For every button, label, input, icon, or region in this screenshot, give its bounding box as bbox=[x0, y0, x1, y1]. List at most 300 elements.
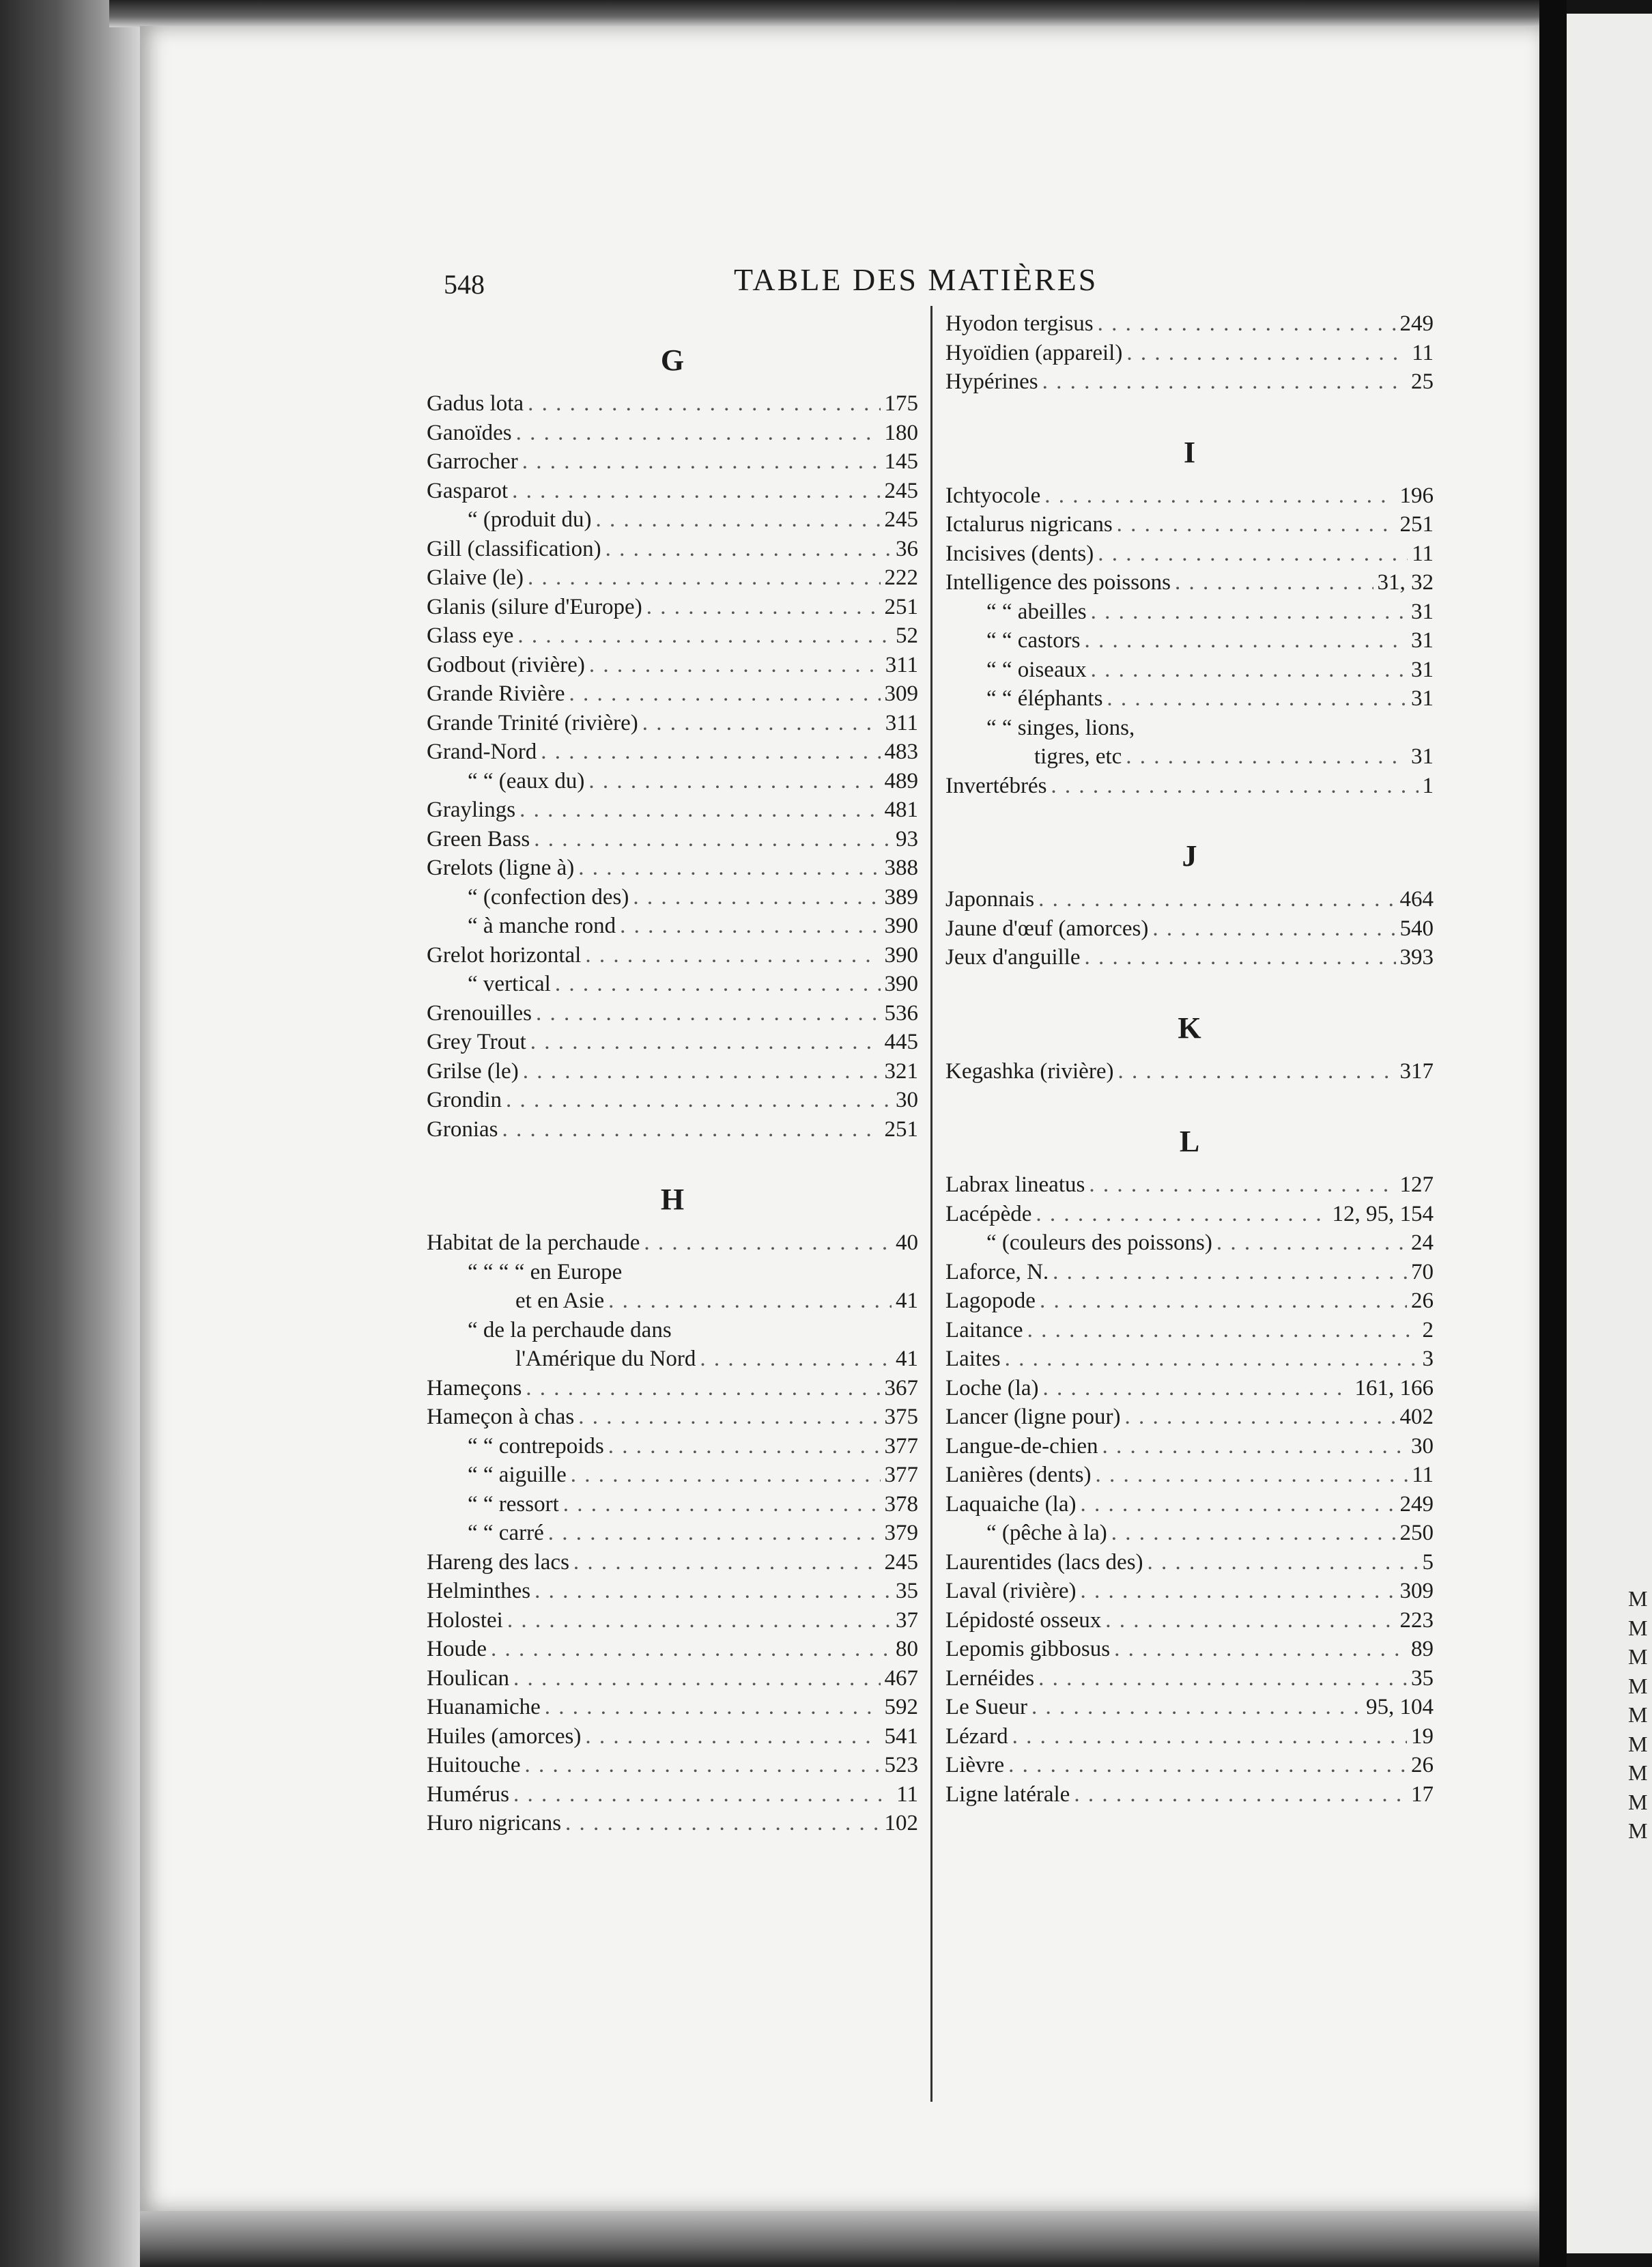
dot-leader bbox=[502, 1115, 880, 1144]
index-term: Gill (classification) bbox=[427, 536, 601, 561]
dot-leader bbox=[578, 1403, 880, 1432]
adjacent-page-letter: M bbox=[1628, 1702, 1648, 1727]
index-entry-list bbox=[945, 481, 1434, 801]
section-spacer bbox=[945, 972, 1434, 1000]
page-reference: 31 bbox=[1411, 686, 1434, 711]
dot-leader bbox=[541, 737, 880, 767]
index-term: Grondin bbox=[427, 1088, 502, 1112]
dot-leader bbox=[1111, 1519, 1396, 1548]
dot-leader bbox=[588, 767, 880, 796]
dot-leader bbox=[1012, 1722, 1407, 1751]
page-reference: 11 bbox=[896, 1782, 918, 1807]
index-term: Le Sueur bbox=[945, 1695, 1028, 1719]
index-entry-list bbox=[945, 1057, 1434, 1086]
dot-leader bbox=[1051, 772, 1418, 801]
page-reference: 70 bbox=[1411, 1259, 1434, 1284]
dot-leader bbox=[1084, 943, 1395, 972]
section-letter: J bbox=[1182, 839, 1197, 873]
section-spacer bbox=[945, 800, 1434, 828]
index-entry bbox=[427, 1086, 918, 1115]
index-term: “ “ contrepoids bbox=[468, 1433, 604, 1459]
index-entry bbox=[427, 419, 918, 448]
index-entry bbox=[427, 1374, 918, 1403]
index-entry bbox=[427, 1635, 918, 1664]
index-entry bbox=[945, 1519, 1434, 1548]
page-reference: 311 bbox=[885, 710, 918, 735]
index-term: “ vertical bbox=[468, 972, 551, 996]
dot-leader bbox=[530, 1028, 881, 1057]
index-term: Laitance bbox=[945, 1317, 1023, 1342]
page-reference: 523 bbox=[884, 1753, 918, 1777]
dot-leader bbox=[548, 1519, 881, 1548]
adjacent-page-letter: M bbox=[1628, 1615, 1648, 1640]
index-entry bbox=[427, 1722, 918, 1751]
dot-leader bbox=[491, 1635, 892, 1664]
index-term: Gronias bbox=[427, 1116, 498, 1142]
index-entry bbox=[427, 1028, 918, 1057]
index-entry bbox=[427, 1316, 918, 1345]
section-letter: I bbox=[1183, 435, 1196, 469]
dot-leader bbox=[608, 1432, 881, 1461]
page-reference: 311 bbox=[885, 652, 918, 677]
dot-leader bbox=[1008, 1751, 1407, 1780]
index-entry bbox=[427, 767, 918, 796]
page-reference: 19 bbox=[1411, 1723, 1434, 1749]
page-reference: 89 bbox=[1411, 1637, 1434, 1661]
adjacent-page bbox=[1567, 14, 1652, 2253]
index-term: Humérus bbox=[427, 1782, 509, 1807]
dot-leader bbox=[642, 709, 881, 738]
index-term: Japonnais bbox=[945, 887, 1035, 912]
index-entry bbox=[427, 1693, 918, 1722]
index-entry bbox=[945, 772, 1434, 801]
page-reference: 390 bbox=[884, 972, 918, 996]
page-reference: 12, 95, 154 bbox=[1332, 1201, 1434, 1226]
dot-leader bbox=[523, 1057, 881, 1086]
section-letter: G bbox=[660, 343, 685, 377]
index-entry bbox=[945, 1490, 1434, 1519]
index-term: Langue-de-chien bbox=[945, 1433, 1098, 1459]
running-title: TABLE DES MATIÈRES bbox=[734, 262, 1098, 297]
page-reference: 464 bbox=[1399, 887, 1434, 912]
dot-leader bbox=[571, 1461, 881, 1490]
index-entry bbox=[427, 1809, 918, 1838]
index-term: Lézard bbox=[945, 1723, 1008, 1749]
dot-leader bbox=[526, 1374, 880, 1403]
index-term: Lancer (ligne pour) bbox=[945, 1405, 1121, 1429]
page-reference: 536 bbox=[884, 1000, 918, 1026]
index-entry bbox=[427, 1286, 918, 1316]
dot-leader bbox=[513, 1664, 881, 1693]
index-term: Hypérines bbox=[945, 369, 1038, 394]
page-reference: 41 bbox=[896, 1347, 918, 1371]
page-reference: 251 bbox=[884, 594, 918, 619]
index-entry bbox=[945, 742, 1434, 772]
index-term: Incisives (dents) bbox=[945, 541, 1094, 566]
dot-leader bbox=[1084, 626, 1407, 656]
dot-leader bbox=[1038, 1664, 1407, 1693]
page-reference: 24 bbox=[1411, 1230, 1434, 1255]
page-reference: 245 bbox=[884, 507, 918, 532]
page-reference: 367 bbox=[884, 1375, 918, 1400]
index-term: Holostei bbox=[427, 1607, 503, 1633]
index-entry bbox=[945, 1374, 1434, 1403]
page-reference: 35 bbox=[1411, 1665, 1434, 1691]
index-entry bbox=[945, 367, 1434, 397]
index-entry bbox=[945, 481, 1434, 511]
gutter-shadow bbox=[1539, 0, 1567, 2267]
dot-leader bbox=[569, 679, 881, 709]
page-reference: 25 bbox=[1411, 369, 1434, 394]
dot-leader bbox=[1027, 1316, 1419, 1345]
page-reference: 245 bbox=[884, 1549, 918, 1575]
dot-leader bbox=[517, 621, 892, 651]
index-entry bbox=[945, 714, 1434, 743]
index-entry-list bbox=[945, 885, 1434, 972]
page-reference: 467 bbox=[884, 1665, 918, 1691]
page-reference: 223 bbox=[1399, 1607, 1434, 1633]
page-reference: 26 bbox=[1411, 1753, 1434, 1777]
index-term: “ “ aiguille bbox=[468, 1463, 567, 1487]
index-term: Hareng des lacs bbox=[427, 1549, 569, 1575]
dot-leader bbox=[1080, 1577, 1395, 1606]
page-reference: 489 bbox=[884, 768, 918, 793]
index-term: Habitat de la perchaude bbox=[427, 1230, 640, 1255]
index-term: “ (pêche à la) bbox=[986, 1521, 1107, 1545]
page-reference: 249 bbox=[1399, 1491, 1434, 1517]
index-entry bbox=[945, 1344, 1434, 1374]
index-entry bbox=[427, 505, 918, 535]
index-entry bbox=[945, 1664, 1434, 1693]
dot-leader bbox=[528, 389, 880, 419]
dot-leader bbox=[1125, 1403, 1396, 1432]
section-letter: L bbox=[1179, 1125, 1200, 1158]
index-entry bbox=[427, 941, 918, 970]
index-entry bbox=[945, 1432, 1434, 1461]
index-term: Grelots (ligne à) bbox=[427, 856, 575, 880]
index-term: Laurentides (lacs des) bbox=[945, 1549, 1143, 1575]
index-entry bbox=[945, 339, 1434, 368]
dot-leader bbox=[1098, 539, 1408, 569]
section-spacer bbox=[945, 397, 1434, 424]
index-entry bbox=[427, 1258, 918, 1287]
index-term: l'Amérique du Nord bbox=[515, 1347, 696, 1371]
index-entry bbox=[427, 1461, 918, 1490]
dot-leader bbox=[506, 1086, 892, 1115]
index-entry bbox=[945, 1200, 1434, 1229]
dot-leader bbox=[1074, 1780, 1407, 1810]
index-entry bbox=[427, 679, 918, 709]
page-reference: 222 bbox=[884, 565, 918, 590]
dot-leader bbox=[1126, 742, 1407, 772]
dot-leader bbox=[1148, 1548, 1419, 1577]
index-entry bbox=[945, 1403, 1434, 1432]
index-entry bbox=[945, 510, 1434, 539]
page-reference: 52 bbox=[896, 623, 918, 648]
dot-leader bbox=[700, 1344, 892, 1374]
index-term: Laval (rivière) bbox=[945, 1579, 1077, 1603]
index-entry bbox=[427, 1490, 918, 1519]
section-spacer bbox=[427, 1144, 918, 1171]
dot-leader bbox=[585, 941, 880, 970]
index-term: Ligne latérale bbox=[945, 1782, 1070, 1807]
page-reference: 541 bbox=[884, 1723, 918, 1749]
index-entry bbox=[427, 389, 918, 419]
dot-leader bbox=[512, 477, 880, 506]
section-letter: H bbox=[660, 1183, 685, 1216]
index-term: “ “ singes, lions, bbox=[986, 715, 1135, 740]
index-entry bbox=[427, 563, 918, 593]
index-entry bbox=[945, 568, 1434, 597]
dot-leader bbox=[1114, 1635, 1407, 1664]
page-reference: 175 bbox=[884, 391, 918, 416]
index-entry bbox=[427, 825, 918, 854]
dot-leader bbox=[1107, 684, 1407, 714]
dot-leader bbox=[585, 1722, 880, 1751]
index-entry bbox=[945, 309, 1434, 339]
page-reference: 249 bbox=[1399, 311, 1434, 336]
index-entry bbox=[427, 1548, 918, 1577]
page-reference: 5 bbox=[1422, 1549, 1434, 1575]
index-term: Grelot horizontal bbox=[427, 942, 582, 968]
index-term: Glaive (le) bbox=[427, 565, 524, 590]
page-reference: 377 bbox=[884, 1433, 918, 1459]
page-reference: 17 bbox=[1411, 1782, 1434, 1807]
index-entry bbox=[945, 597, 1434, 627]
page-reference: 378 bbox=[884, 1491, 918, 1517]
page-top-edge bbox=[109, 0, 1543, 27]
index-term: Grey Trout bbox=[427, 1030, 526, 1054]
page-reference: 317 bbox=[1399, 1058, 1434, 1084]
page-reference: 31 bbox=[1411, 628, 1434, 653]
index-entry bbox=[945, 1228, 1434, 1258]
page-reference: 80 bbox=[896, 1637, 918, 1661]
index-entry bbox=[945, 1461, 1434, 1490]
index-entry-list bbox=[427, 1228, 918, 1838]
page-reference: 309 bbox=[1399, 1579, 1434, 1603]
dot-leader bbox=[1044, 481, 1395, 511]
index-term: Hameçons bbox=[427, 1375, 522, 1400]
index-entry bbox=[945, 1606, 1434, 1635]
dot-leader bbox=[633, 883, 880, 912]
page-reference: 481 bbox=[884, 798, 918, 822]
dot-leader bbox=[1005, 1344, 1419, 1374]
index-term: Lanières (dents) bbox=[945, 1463, 1092, 1487]
page-reference: 377 bbox=[884, 1463, 918, 1487]
page-reference: 36 bbox=[896, 536, 918, 561]
page-reference: 390 bbox=[884, 914, 918, 938]
index-term: Grilse (le) bbox=[427, 1058, 519, 1084]
dot-leader bbox=[519, 795, 880, 825]
index-term: Ictalurus nigricans bbox=[945, 512, 1113, 537]
index-entry bbox=[945, 1170, 1434, 1200]
index-term: Hyoïdien (appareil) bbox=[945, 340, 1123, 365]
section-letter: K bbox=[1178, 1011, 1201, 1045]
index-term: Ganoïdes bbox=[427, 420, 512, 445]
index-term: Lagopode bbox=[945, 1289, 1036, 1313]
index-entry bbox=[427, 447, 918, 477]
index-entry bbox=[427, 477, 918, 506]
index-entry-list bbox=[945, 1170, 1434, 1809]
index-entry bbox=[945, 684, 1434, 714]
index-term: Hyodon tergisus bbox=[945, 311, 1094, 336]
dot-leader bbox=[516, 419, 881, 448]
index-term: “ à manche rond bbox=[468, 914, 616, 938]
page-reference: 245 bbox=[884, 478, 918, 503]
index-term: Huro nigricans bbox=[427, 1811, 562, 1835]
index-term: Huanamiche bbox=[427, 1695, 541, 1719]
index-term: “ de la perchaude dans bbox=[468, 1317, 672, 1342]
page-reference: 31, 32 bbox=[1377, 570, 1434, 595]
dot-leader bbox=[555, 970, 881, 999]
page-reference: 309 bbox=[884, 681, 918, 706]
page-header bbox=[140, 262, 1539, 302]
index-term: Lépidosté osseux bbox=[945, 1607, 1102, 1633]
index-term: “ “ ressort bbox=[468, 1491, 559, 1517]
index-entry bbox=[945, 914, 1434, 944]
dot-leader bbox=[1098, 309, 1396, 339]
index-entry bbox=[945, 1693, 1434, 1722]
index-entry bbox=[427, 621, 918, 651]
adjacent-page-letters bbox=[1628, 1584, 1647, 1846]
dot-leader bbox=[1105, 1606, 1395, 1635]
index-term: Green Bass bbox=[427, 826, 530, 851]
index-term: Loche (la) bbox=[945, 1375, 1039, 1400]
page-reference: 251 bbox=[1399, 512, 1434, 537]
index-term: Laforce, N. bbox=[945, 1259, 1049, 1284]
page-reference: 127 bbox=[1399, 1172, 1434, 1197]
index-term: Gadus lota bbox=[427, 391, 524, 416]
index-entry bbox=[945, 1258, 1434, 1287]
index-entry bbox=[427, 854, 918, 883]
index-entry bbox=[427, 709, 918, 738]
dot-leader bbox=[528, 563, 880, 593]
page-reference: 1 bbox=[1422, 773, 1434, 798]
index-term: Grande Rivière bbox=[427, 681, 565, 706]
index-term: Hameçon à chas bbox=[427, 1405, 575, 1429]
index-entry bbox=[945, 539, 1434, 569]
index-entry bbox=[945, 1751, 1434, 1780]
dot-leader bbox=[1175, 568, 1373, 597]
index-entry bbox=[427, 1606, 918, 1635]
index-term: Lepomis gibbosus bbox=[945, 1637, 1111, 1661]
index-term: Labrax lineatus bbox=[945, 1172, 1085, 1197]
page-reference: 145 bbox=[884, 449, 918, 474]
index-term: “ “ carré bbox=[468, 1521, 544, 1545]
index-term: Garrocher bbox=[427, 449, 518, 474]
adjacent-page-letter: M bbox=[1628, 1731, 1648, 1756]
dot-leader bbox=[620, 912, 880, 941]
index-entry bbox=[945, 1316, 1434, 1345]
dot-leader bbox=[1117, 510, 1396, 539]
page-reference: 196 bbox=[1399, 483, 1434, 508]
page-reference: 31 bbox=[1411, 599, 1434, 624]
page-reference: 41 bbox=[896, 1289, 918, 1313]
page-reference: 30 bbox=[896, 1088, 918, 1112]
dot-leader bbox=[536, 999, 881, 1028]
index-entry bbox=[427, 795, 918, 825]
dot-leader bbox=[1152, 914, 1395, 944]
page-reference: 93 bbox=[896, 826, 918, 851]
page-reference: 95, 104 bbox=[1366, 1695, 1434, 1719]
index-entry bbox=[427, 1664, 918, 1693]
index-term: Houlican bbox=[427, 1665, 509, 1691]
index-entry bbox=[427, 912, 918, 941]
index-page bbox=[140, 26, 1539, 2211]
page-reference: 388 bbox=[884, 856, 918, 880]
page-reference: 11 bbox=[1412, 340, 1434, 365]
index-entry-list bbox=[945, 309, 1434, 397]
adjacent-page-letter: M bbox=[1628, 1789, 1648, 1814]
dot-leader bbox=[1216, 1228, 1407, 1258]
index-term: “ “ castors bbox=[986, 628, 1081, 653]
index-term: Ichtyocole bbox=[945, 483, 1041, 508]
index-entry bbox=[945, 656, 1434, 685]
index-entry bbox=[427, 1751, 918, 1780]
page-reference: 375 bbox=[884, 1405, 918, 1429]
dot-leader bbox=[644, 1228, 892, 1258]
index-term: Jaune d'œuf (amorces) bbox=[945, 916, 1149, 941]
dot-leader bbox=[524, 1751, 880, 1780]
index-term: Lièvre bbox=[945, 1753, 1005, 1777]
dot-leader bbox=[595, 505, 880, 535]
index-entry bbox=[427, 1344, 918, 1374]
dot-leader bbox=[513, 1780, 892, 1810]
index-entry bbox=[945, 1057, 1434, 1086]
index-term: Jeux d'anguille bbox=[945, 945, 1081, 970]
index-entry bbox=[427, 593, 918, 622]
adjacent-page-letter: M bbox=[1628, 1644, 1648, 1669]
page-reference: 389 bbox=[884, 884, 918, 910]
section-spacer bbox=[945, 1086, 1434, 1113]
index-term: Glanis (silure d'Europe) bbox=[427, 594, 642, 619]
index-entry bbox=[427, 1519, 918, 1548]
page-reference: 40 bbox=[896, 1230, 918, 1255]
page-reference: 31 bbox=[1411, 657, 1434, 682]
dot-leader bbox=[563, 1490, 881, 1519]
page-reference: 11 bbox=[1412, 1463, 1434, 1487]
book-binding-edge bbox=[0, 0, 140, 2267]
index-term: Kegashka (rivière) bbox=[945, 1058, 1114, 1084]
page-reference: 102 bbox=[884, 1811, 918, 1835]
index-entry bbox=[945, 1286, 1434, 1316]
page-reference: 35 bbox=[896, 1579, 918, 1603]
index-term: Houde bbox=[427, 1637, 487, 1661]
index-entry bbox=[945, 1548, 1434, 1577]
index-term: Laquaiche (la) bbox=[945, 1491, 1077, 1517]
index-entry bbox=[945, 943, 1434, 972]
index-entry bbox=[427, 1577, 918, 1606]
page-reference: 31 bbox=[1411, 744, 1434, 769]
dot-leader bbox=[507, 1606, 892, 1635]
index-entry bbox=[945, 885, 1434, 914]
index-term: “ (couleurs des poissons) bbox=[986, 1230, 1212, 1255]
index-term: “ “ “ “ en Europe bbox=[468, 1259, 623, 1284]
adjacent-page-letter: M bbox=[1628, 1673, 1648, 1698]
page-reference: 30 bbox=[1411, 1433, 1434, 1459]
index-entry bbox=[427, 1115, 918, 1144]
index-term: “ (confection des) bbox=[468, 884, 629, 910]
index-term: “ “ éléphants bbox=[986, 686, 1103, 711]
dot-leader bbox=[1091, 656, 1407, 685]
index-term: Lernéides bbox=[945, 1665, 1035, 1691]
page-reference: 2 bbox=[1422, 1317, 1434, 1342]
adjacent-page-letter: M bbox=[1628, 1586, 1648, 1611]
index-entry bbox=[427, 651, 918, 680]
page-reference: 393 bbox=[1399, 945, 1434, 970]
adjacent-page-letter: M bbox=[1628, 1760, 1648, 1785]
dot-leader bbox=[1053, 1258, 1407, 1287]
